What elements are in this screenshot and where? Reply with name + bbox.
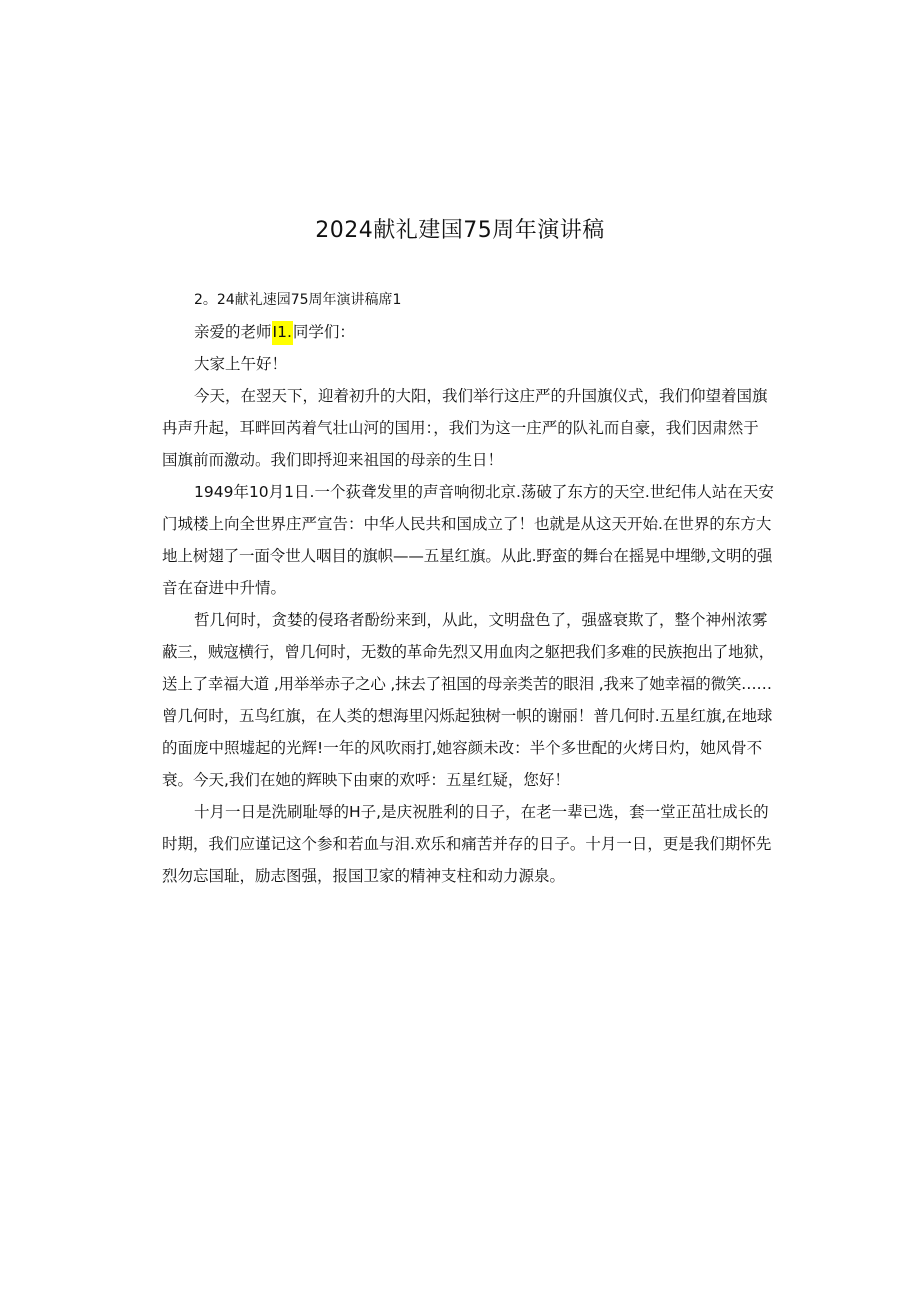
heading-line xyxy=(162,284,774,316)
greeting xyxy=(162,348,774,380)
paragraph-4 xyxy=(162,796,774,892)
paragraph-line: 门城楼上向全世界庄严宣告：中华人民共和国成立了！也就是从这天开始.在世界的东方大 xyxy=(162,515,772,533)
paragraph-line: 音在奋进中升情。 xyxy=(162,579,287,597)
paragraph-line: 地上树翅了一面令世人咽目的旗帜——五星红旗。从此.野蛮的舞台在摇晃中埋缈,文明的强 xyxy=(162,547,773,565)
paragraph-line: 冉声升起，耳畔回芮着气壮山河的国用：，我们为这一庄严的队礼而自豪，我们因肃然于 xyxy=(162,419,759,437)
paragraph-line: 今天，在翌天下，迎着初升的大阳，我们举行这庄严的升国旗仪式，我们仰望着国旗 xyxy=(194,387,768,405)
paragraph-line: 衰。今天,我们在她的辉映下由柬的欢呼：五星红疑，您好！ xyxy=(162,771,570,789)
paragraph-line: 时期，我们应谨记这个参和若血与泪.欢乐和痛苦并存的日子。十月一日，更是我们期怀先 xyxy=(162,835,772,853)
salutation-text-after: 同学们： xyxy=(292,323,355,341)
document-title: 2024献礼建国75周年演讲稿 xyxy=(315,218,605,243)
greeting-text: 大家上午好！ xyxy=(194,355,288,373)
salutation xyxy=(162,316,774,348)
paragraph-line: 蔽三，贼寇横行，曾几何时，无数的革命先烈又用血肉之躯把我们多难的民族抱出了地狱， xyxy=(162,643,775,661)
paragraph-2 xyxy=(162,476,774,604)
highlighted-text: I1. xyxy=(272,321,293,345)
paragraph-line: 烈勿忘国耻，励志图强，报国卫家的精神支柱和动力源泉。 xyxy=(162,867,566,885)
paragraph-3 xyxy=(162,604,774,796)
heading-text: 2。24献礼速园75周年演讲稿席1 xyxy=(194,292,402,308)
paragraph-line: 送上了幸福大道 ,用举举赤子之心 ,抹去了祖国的母亲类苦的眼泪 ,我来了她幸福的微笑…… xyxy=(162,675,772,693)
paragraph-line: 曾几何时，五鸟红旗，在人类的想海里闪烁起独树一帜的谢丽！普几何时.五星红旗,在地球 xyxy=(162,707,773,725)
paragraph-1 xyxy=(162,380,774,476)
paragraph-line: 1949年10月1日.一个荻聋发里的声音响彻北京.荡破了东方的天空.世纪伟人站在天安 xyxy=(194,483,774,501)
paragraph-line: 国旗前而激动。我们即捋迎来祖国的母亲的生日！ xyxy=(162,451,504,469)
paragraph-line: 的面庞中照墟起的光辉!一年的风吹雨打,她容颜未改：半个多世配的火烤日灼，她风骨不 xyxy=(162,739,763,757)
salutation-line xyxy=(162,316,774,348)
paragraph-line: 十月一日是洗刷耻辱的H子,是庆祝胜利的日子，在老一辈已选，套一堂正茁壮成长的 xyxy=(194,803,769,821)
salutation-text-before: 亲爱的老师 xyxy=(194,323,272,341)
document-body xyxy=(162,284,774,892)
paragraph-line: 哲几何时，贪婪的侵珞者酚纷来到，从此，文明盘色了，强盛衰欺了，整个神州浓雾 xyxy=(194,611,768,629)
